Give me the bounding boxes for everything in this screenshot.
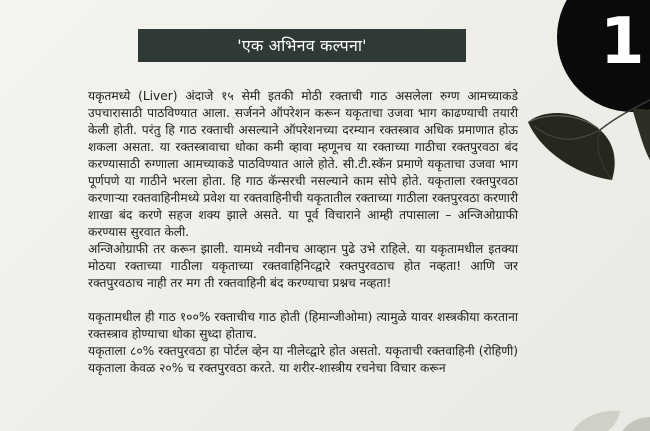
- paragraph: अन्जिओग्राफी तर करून झाली. यामध्ये नवीनच आव्हान पुढे उभे राहिले. या यकृतामधील इतक्या मोठया रक्ताच्या गाठीला यकृताच्या रक्तवाहिनिव्द्वारे रक्तपुरवठाच होत नव्हता! आणि जर रक्तपुरवठाच नाही तर मग ती रक्तवाहिनी बंद करण्याचा प्रश्नच नव्हता!: [88, 242, 518, 290]
- paragraph: यकृताला ८०% रक्तपुरवठा हा पोर्टल व्हेन या नीलेव्द्वारे होत असतो. यकृताची रक्तवाहिनी (रोहिणी) यकृताला केवळ २०% च रक्तपुरवठा करते. या शरीर-शास्त्रीय रचनेचा विचार करून: [88, 344, 518, 375]
- leaf-icon: [520, 80, 650, 190]
- paragraph: यकृतमध्ये (Liver) अंदाजे १५ सेमी इतकी मोठी रक्ताची गाठ असलेला रुग्ण आमच्याकडे उपचारासाठी पाठविण्यात आला. सर्जनने ऑपरेशन करून यकृताचा उजवा भाग काढण्याची तयारी केली होती. परंतु हि गाठ रक्ताची असल्याने ऑपरेशनच्या दरम्यान रक्तस्त्राव अधिक प्रमाणात होऊ शकला असता. या रक्तस्त्रावाचा धोका कमी व्हावा म्हणूनच या रक्ताच्या गाठीचा रक्तपुरवठा बंद करण्यासाठी रुग्णाला आमच्याकडे पाठविण्यात आले होते. सी.टी.स्कॅन प्रमाणे यकृताचा उजवा भाग पूर्णपणे या गाठीने भरला होता. हि गाठ कॅन्सरची नसल्याने काम सोपे होते. यकृताला रक्तपुरवठा करणाऱ्या रक्तवाहिनीमध्ये प्रवेश या रक्तवाहिनीची यकृतातील रक्ताच्या गाठीला रक्तपुरवठा करणारी शाखा बंद करणे सहज शक्य झाले असते. या पूर्व विचाराने आम्ही तपासाला – अन्जिओग्राफी करण्यास सुरवात केली.: [88, 89, 518, 239]
- page-number: 1: [600, 5, 645, 79]
- leaf-icon: [560, 395, 650, 431]
- article-body: [88, 88, 518, 377]
- paragraph: यकृतामधील ही गाठ १००% रक्ताचीच गाठ होती (हिमान्जीओमा) त्यामुळे यावर शस्त्रकीया करताना रक्तस्त्राव होण्याचा धोका सुध्दा होताच.: [88, 310, 518, 341]
- paragraph-gap: [88, 292, 518, 309]
- page-title: 'एक अभिनव कल्पना': [138, 29, 466, 62]
